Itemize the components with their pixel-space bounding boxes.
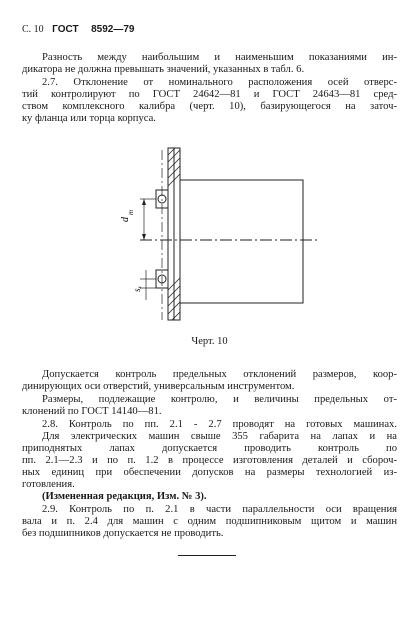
figure-caption: Черт. 10: [191, 336, 228, 347]
end-rule: [178, 555, 236, 556]
text-line: пп. 2.1—2.3 и по п. 1.2 в процессе изготовления деталей и сбороч-: [22, 455, 397, 466]
text-line: готовления.: [22, 479, 75, 490]
text-line: 2.8. Контроль по пп. 2.1 - 2.7 проводят на готовых машинах.: [42, 419, 397, 430]
page-number: С. 10: [22, 24, 44, 35]
label-d-sub: m: [127, 209, 135, 215]
text-line: Допускается контроль предельных отклонений размеров, коор-: [42, 369, 397, 380]
text-line: тий контролируют по ГОСТ 24642—81 и ГОСТ 24643—81 сред-: [22, 89, 397, 100]
text-line: ных единиц при обеспечении допусков на размеры технологией из-: [22, 467, 397, 478]
amendment-note: (Измененная редакция, Изм. № 3).: [42, 491, 207, 502]
text-line: дикатора не должна превышать значений, указанных в табл. 6.: [22, 64, 305, 75]
text-line: Разность между наибольшим и наименьшим показаниями ин-: [42, 52, 397, 63]
text-line: клонений по ГОСТ 14140—81.: [22, 406, 162, 417]
text-line: 2.9. Контроль по п. 2.1 в части параллельности оси вращения: [42, 504, 397, 515]
text-line: приподнятых лапах допускается проводить контроль по: [22, 443, 397, 454]
text-line: ством комплексного калибра (черт. 10), базирующегося на заточ-: [22, 101, 397, 112]
text-line: вала и п. 2.4 для машин с одним подшипниковым щитом и машин: [22, 516, 397, 527]
gost-number: 8592—79: [91, 24, 135, 35]
text-line: Размеры, подлежащие контролю, и величины предельных от-: [42, 394, 397, 405]
text-line: без подшипников допускается не проводить.: [22, 528, 224, 539]
text-line: динирующих оси отверстий, универсальным инструментом.: [22, 381, 295, 392]
label-d: d: [120, 217, 131, 222]
text-line: Для электрических машин свыше 355 габарита на лапах и на: [42, 431, 397, 442]
gauge-body: [180, 180, 303, 303]
text-line: ку фланца или торца корпуса.: [22, 113, 156, 124]
label-sx: sₓ: [132, 285, 142, 292]
text-line: 2.7. Отклонение от номинального расположения осей отверс-: [42, 77, 397, 88]
gost-label: ГОСТ: [52, 24, 79, 35]
